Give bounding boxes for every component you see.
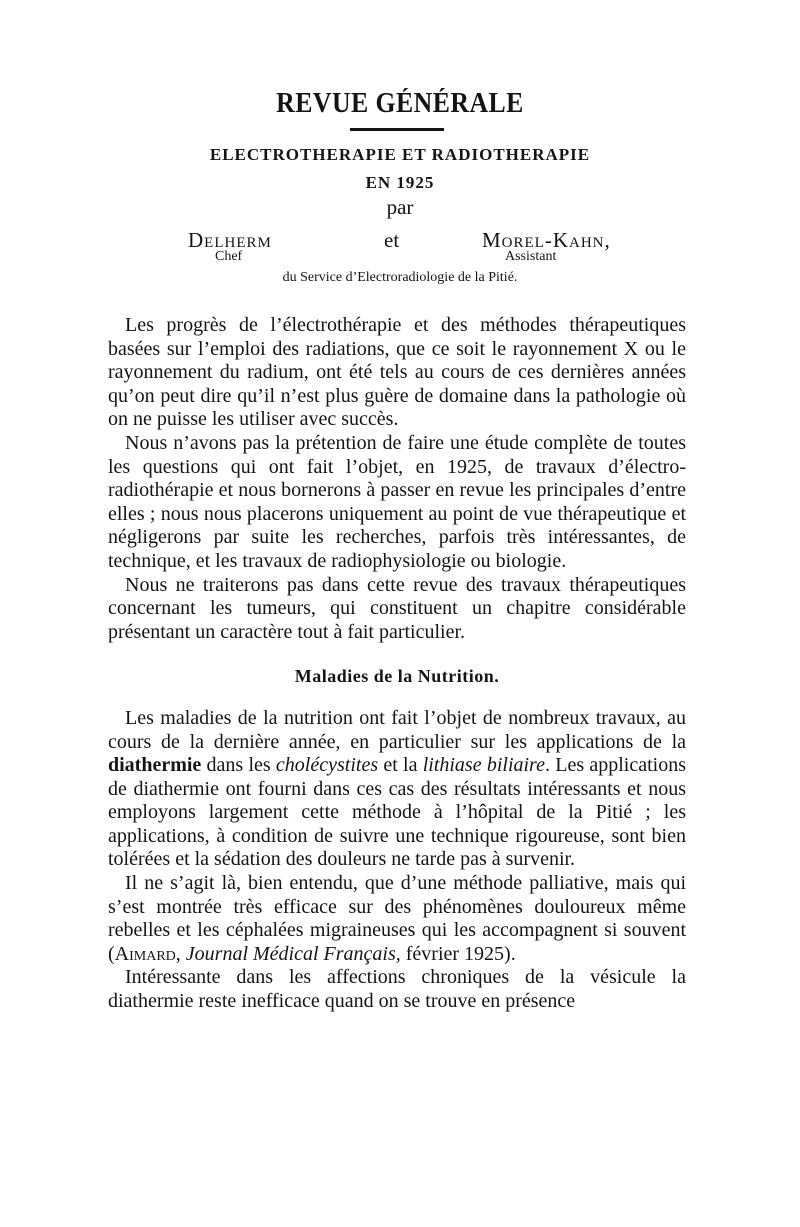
author1-role: Chef — [215, 249, 243, 264]
page-title: REVUE GÉNÉRALE — [276, 88, 524, 119]
paragraph-vesicule: Intéressante dans les affections chroniques de la vésicule la diathermie reste inefficace quand on se trouve en présence — [108, 966, 686, 1013]
author-affiliation: du Service d’Electroradiologie de la Pitié. — [282, 270, 518, 285]
title-rule — [350, 128, 444, 131]
article-title-line1: ELECTROTHERAPIE ET RADIOTHERAPIE — [209, 145, 591, 164]
paragraph-scope: Nous n’avons pas la prétention de faire une étude complète de toutes les questions qui ont fait l’objet, en 1925, de travaux d’électro-radiothérapie et nous bornerons à passer en revue les principales d’entre elles ; nous nous placerons uniquement au point de vue thérapeutique et négligerons par suite les recherches, parfois très intéressantes, de technique, et les travaux de radiophysiologie ou biologie. — [108, 431, 686, 572]
author-morel-kahn: Morel-Kahn, — [482, 228, 611, 252]
author-delherm: Delherm — [188, 228, 272, 252]
byline-par: par — [386, 195, 414, 219]
author2-role: Assistant — [505, 249, 557, 264]
article-title-line2: EN 1925 — [365, 173, 435, 192]
author-conjunction: et — [384, 228, 400, 252]
paragraph-intro: Les progrès de l’électrothérapie et des méthodes thérapeutiques basées sur l’emploi des radiations, que ce soit le rayonnement X ou le rayonnement du radium, ont été tels au cours de ces dernières années qu’on peut dire qu’il n’est plus guère de domaine dans la pathologie où on ne puisse les utiliser avec succès. — [108, 314, 686, 431]
article-body — [108, 314, 686, 1014]
paragraph-palliative: Il ne s’agit là, bien entendu, que d’une méthode palliative, mais qui s’est montrée très efficace sur des phénomènes douloureux même rebelles et les céphalées migraineuses qui les accompagnent si souvent (Aimard, Journal Médical Français, février 1925). — [108, 872, 686, 965]
section-heading-nutrition: Maladies de la Nutrition. — [294, 666, 500, 687]
paragraph-exclusion: Nous ne traiterons pas dans cette revue des travaux thérapeutiques concernant les tumeurs, qui constituent un chapitre considérable présentant un caractère tout à fait particulier. — [108, 573, 686, 643]
paragraph-diathermie: Les maladies de la nutrition ont fait l’objet de nombreux travaux, au cours de la dernière année, en particulier sur les applications de la diathermie dans les cholécystites et la lithiase biliaire. Les applications de diathermie ont fourni dans ces cas des résultats intéressants et nous employons largement cette méthode à l’hôpital de la Pitié ; les applications, à condition de suivre une technique rigoureuse, sont bien tolérées et la sédation des douleurs ne tarde pas à survenir. — [108, 706, 686, 871]
